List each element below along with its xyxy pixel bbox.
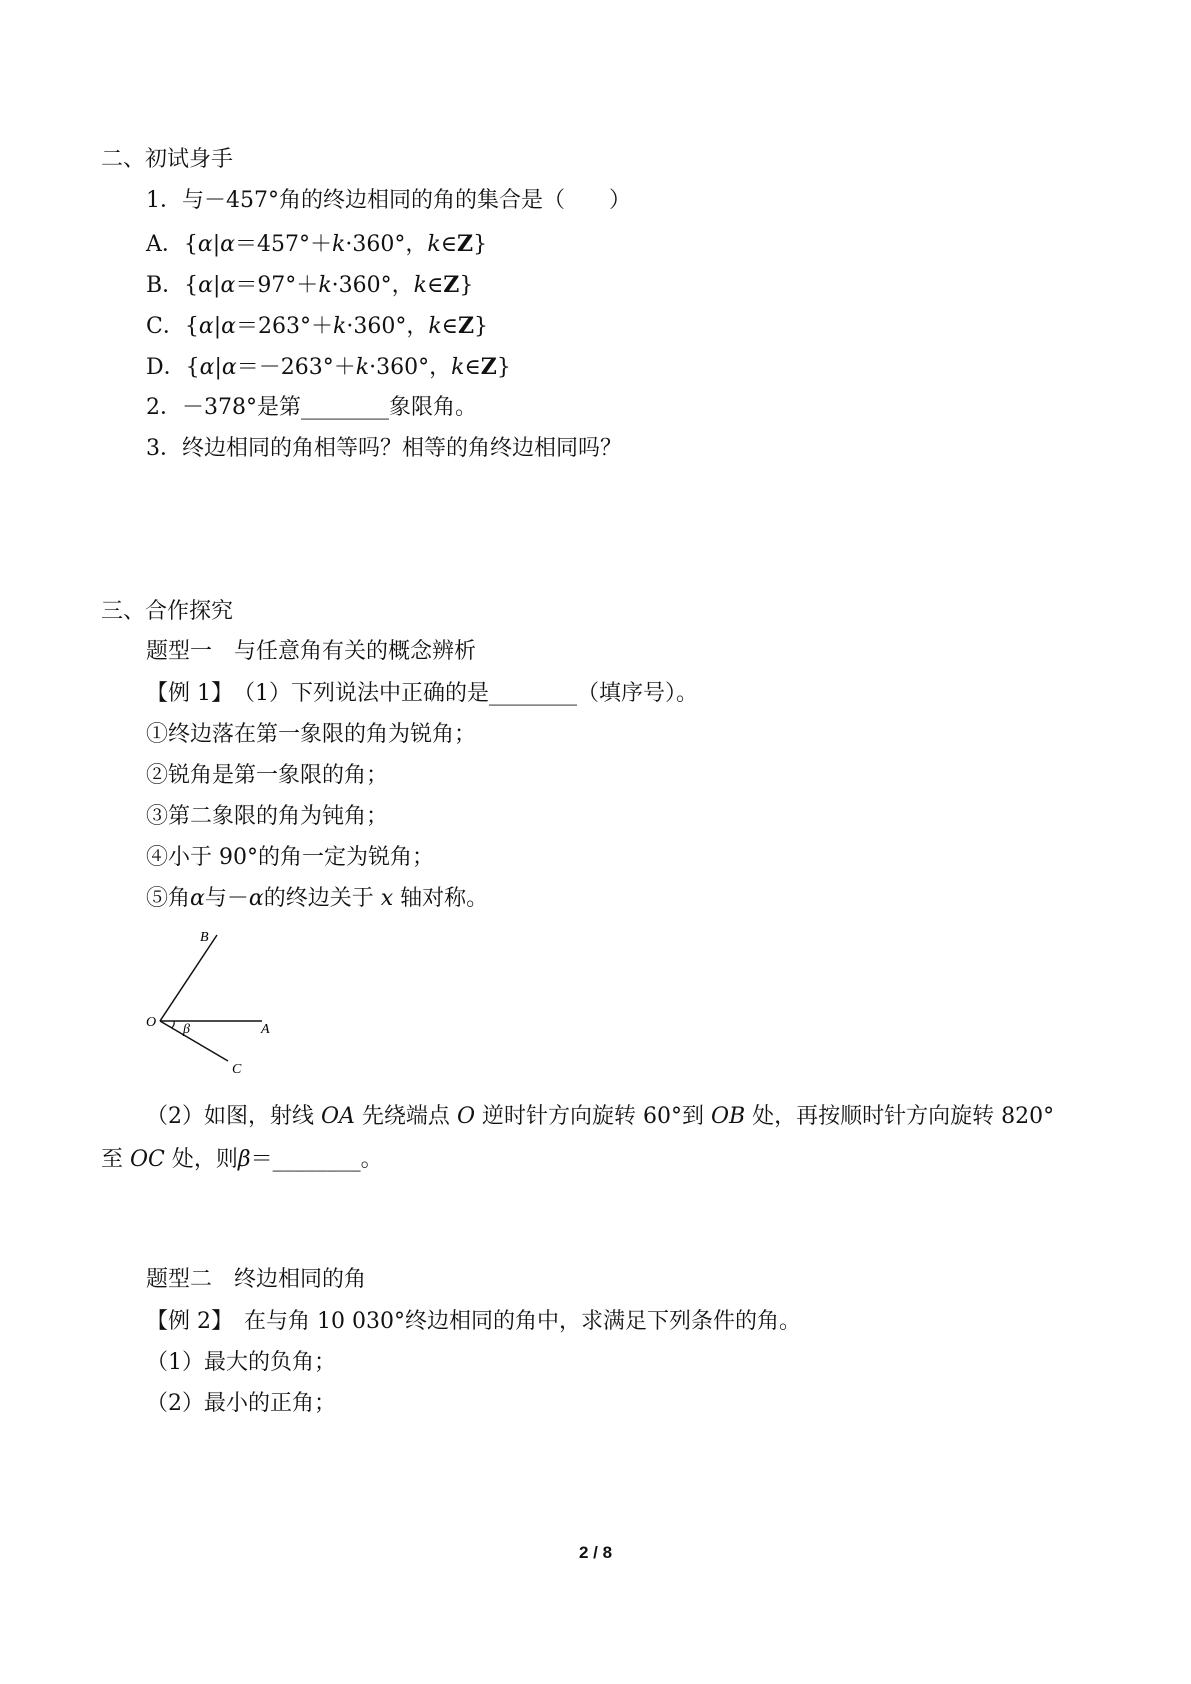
section3-title: 三、合作探究 bbox=[101, 599, 234, 624]
statement-1: ①终边落在第一象限的角为锐角； bbox=[146, 722, 477, 747]
statement-2: ②锐角是第一象限的角； bbox=[146, 763, 389, 788]
label-c: C bbox=[232, 1062, 242, 1077]
example-2: 【例 2】 在与角 10 030°终边相同的角中，求满足下列条件的角。 bbox=[146, 1309, 801, 1334]
label-b: B bbox=[200, 930, 209, 945]
page-number: 2 / 8 bbox=[578, 1543, 613, 1562]
example-2-sub-2: （2）最小的正角； bbox=[146, 1391, 336, 1416]
example-1-part-2-line-2: 至 OC 处，则β＝________。 bbox=[101, 1147, 383, 1172]
section2-title: 二、初试身手 bbox=[101, 147, 234, 172]
ray-oc bbox=[160, 1021, 228, 1061]
option-a: A．{α|α＝457°＋k·360°，k∈Z} bbox=[146, 231, 488, 257]
angle-figure bbox=[140, 925, 290, 1080]
statement-4: ④小于 90°的角一定为锐角； bbox=[146, 845, 434, 870]
option-d: D．{α|α＝－263°＋k·360°，k∈Z} bbox=[146, 354, 511, 380]
example-1-part-2-line-1: （2）如图，射线 OA 先绕端点 O 逆时针方向旋转 60°到 OB 处，再按顺时针方向旋转 820° bbox=[146, 1104, 1055, 1129]
question-3: 3．终边相同的角相等吗？相等的角终边相同吗？ bbox=[146, 436, 622, 461]
label-beta: β bbox=[183, 1022, 190, 1037]
example-2-sub-1: （1）最大的负角； bbox=[146, 1350, 336, 1375]
label-a: A bbox=[261, 1022, 270, 1037]
type1-heading: 题型一 与任意角有关的概念辨析 bbox=[146, 639, 477, 664]
option-b: B．{α|α＝97°＋k·360°，k∈Z} bbox=[146, 272, 474, 298]
option-c: C．{α|α＝263°＋k·360°，k∈Z} bbox=[146, 313, 489, 339]
question-2: 2．－378°是第________象限角。 bbox=[146, 395, 477, 420]
question-1: 1．与－457°角的终边相同的角的集合是（ ） bbox=[146, 188, 631, 213]
label-o: O bbox=[146, 1015, 157, 1030]
example-1: 【例 1】 （1）下列说法中正确的是________（填序号）。 bbox=[146, 681, 698, 706]
statement-5: ⑤角α与－α的终边关于 x 轴对称。 bbox=[146, 886, 489, 911]
ray-ob bbox=[160, 935, 217, 1021]
type2-heading: 题型二 终边相同的角 bbox=[146, 1267, 367, 1292]
statement-3: ③第二象限的角为钝角； bbox=[146, 804, 389, 829]
